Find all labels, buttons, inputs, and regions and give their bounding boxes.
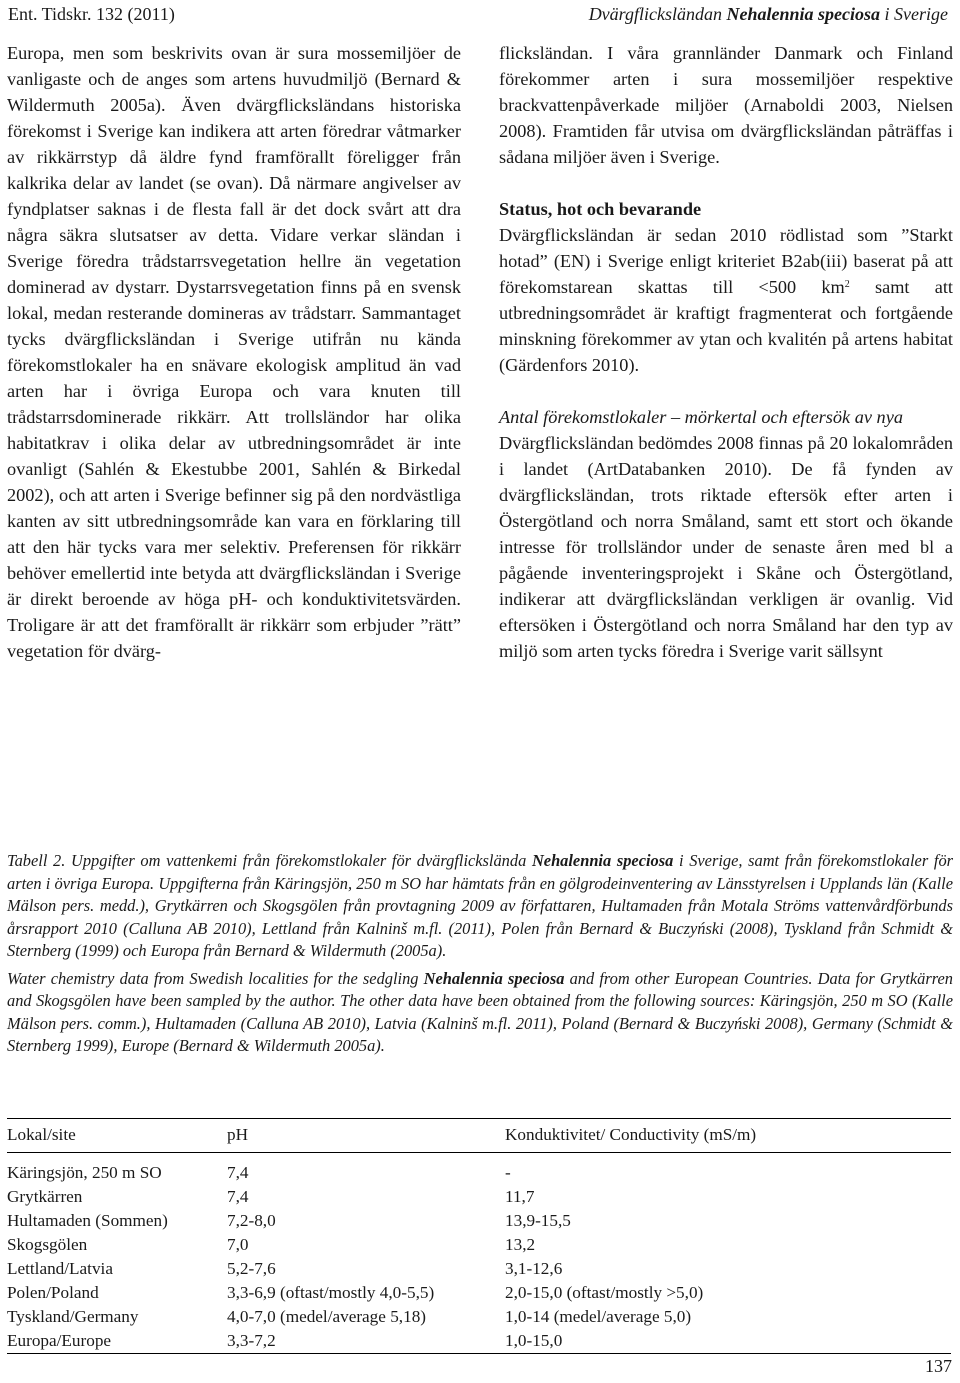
cell-ph: 4,0-7,0 (medel/average 5,18) (227, 1307, 427, 1326)
table-row (7, 1329, 951, 1354)
cell-site: Skogsgölen (7, 1235, 88, 1254)
table-header-row (7, 1119, 951, 1153)
caption-en-species: Nehalennia speciosa (423, 968, 565, 988)
header-species-name: Nehalennia speciosa (726, 4, 881, 24)
cell-conductivity: 11,7 (505, 1187, 535, 1206)
cell-ph: 5,2-7,6 (227, 1259, 276, 1278)
header-title-prefix: Dvärgflicksländan (588, 4, 727, 24)
cell-conductivity: 2,0-15,0 (oftast/mostly >5,0) (505, 1283, 704, 1302)
subheading-localities: Antal förekomstlokaler – mörkertal och eftersök av nya (499, 407, 903, 427)
section-heading-status: Status, hot och bevarande (499, 199, 702, 219)
cell-ph: 7,4 (227, 1187, 249, 1206)
column-header-conductivity: Konduktivitet/ Conductivity (mS/m) (505, 1119, 951, 1153)
table-row (7, 1153, 951, 1186)
status-text-before-unit: Dvärgflicksländan är sedan 2010 rödlistad som ”Starkt hotad” (EN) i Sverige enligt kriteriet B2ab(iii) baserat på att förekomstarean skattas till <500 km (499, 225, 953, 297)
unit-superscript: 2 (844, 279, 850, 290)
status-paragraph (499, 222, 953, 378)
table-row (7, 1305, 951, 1329)
table-row (7, 1233, 951, 1257)
water-chemistry-table (7, 1118, 951, 1354)
left-column-paragraph: Europa, men som beskrivits ovan är sura mossemiljöer de vanligaste och de anges som artens huvudmiljö (Bernard & Wildermuth 2005a). Även dvärgflicksländans historiska förekomst i Sverige kan indikera att arten föredrar våtmarker av rikkärrstyp då äldre fynd framförallt föreligger från kalkrika delar av landet (se ovan). Då närmare angivelser av fyndplatser saknas i de flesta fall är det dock svårt att dra några säkra slutsatser av detta. Vidare verkar sländan i Sverige föredra trådstarrsvegetation hellre än vegetation dominerad av dystarr. Dystarrsvegetation finns på en svensk lokal, medan resterande domineras av trådstarr. Sammantaget tycks dvärgflicksländan i Sverige utifrån nu kända förekomstlokaler ha en snävare ekologisk amplitud än vad arten har i övriga Europa och vara knuten till trådstarrsdominerade rikkärr. Att trollsländor har olika habitatkrav i olika delar av utbredningsområdet är inte ovanligt (Sahlén & Ekestubbe 2001, Sahlén & Birkedal 2002), och att arten i Sverige befinner sig på den nordvästliga kanten av sitt utbredningsområde kan vara en förklaring till att den här tycks vara mer selektiv. Preferensen för rikkärr behöver emellertid inte betyda att dvärgflicksländan i Sverige är direkt beroende av höga pH- och konduktivitetsvärden. Troligare är att det framförallt är rikkärr som erbjuder ”rätt” vegetation för dvärg- (7, 43, 461, 661)
cell-conductivity: 1,0-15,0 (505, 1329, 951, 1354)
cell-conductivity: 13,9-15,5 (505, 1211, 571, 1230)
cell-ph: 7,0 (227, 1235, 249, 1254)
right-column-paragraph-3: Dvärgflicksländan bedömdes 2008 finnas på 20 lokalområden i landet (ArtDatabanken 2010). De få fynden av dvärgflicksländan, trots riktade eftersök efter arten i Östergötland och norra Småland, samt ett stort och ökande intresse för trollsländor under de senaste åren med bl a pågående inventeringsprojekt i Skåne och Östergötland, indikerar att dvärgflicksländan verkligen är ovanlig. Vid eftersöken i Östergötland och norra Småland har den typ av miljö som arten tycks föredra i Sverige varit sällsynt (499, 433, 953, 661)
running-header-right (589, 3, 948, 25)
column-header-ph: pH (227, 1119, 505, 1153)
cell-ph: 3,3-6,9 (oftast/mostly 4,0-5,5) (227, 1283, 435, 1302)
cell-ph: 7,2-8,0 (227, 1211, 276, 1230)
column-header-site: Lokal/site (7, 1119, 227, 1153)
cell-ph: 7,4 (227, 1163, 249, 1182)
cell-ph: 3,3-7,2 (227, 1329, 505, 1354)
cell-conductivity: 3,1-12,6 (505, 1259, 563, 1278)
status-text-after-unit: samt att utbredningsområdet är kraftigt fragmenterat och fortgående minskning förekommer av ytan och kvalitén på artens habitat (Gärdenfors 2010). (499, 277, 953, 375)
caption-english (7, 968, 953, 1058)
cell-site: Europa/Europe (7, 1329, 227, 1354)
cell-site: Käringsjön, 250 m SO (7, 1163, 162, 1182)
caption-en-text-2: and from other European Countries. Data for Grytkärren and Skogsgölen have been sampled by the author. The other data have been obtained from the following sources: Käringsjön, 250 m SO (Kalle Mälson pers. comm.), Hultamaden (Calluna AB 2010), Latvia (Kalninš m.fl. 2011), Poland (Bernard & Buczyński 2008), Germany (Schmidt & Sternberg 1999), Europe (Bernard & Wildermuth 2005a). (7, 968, 953, 1055)
cell-site: Grytkärren (7, 1187, 83, 1206)
header-title-suffix: i Sverige (880, 4, 948, 24)
table-row (7, 1281, 951, 1305)
cell-conductivity: - (505, 1163, 511, 1182)
caption-swedish (7, 850, 953, 963)
page-number: 137 (925, 1356, 952, 1376)
cell-site: Tyskland/Germany (7, 1307, 139, 1326)
cell-conductivity: 13,2 (505, 1235, 536, 1254)
left-column (7, 40, 461, 664)
caption-sv-text-1: Tabell 2. Uppgifter om vattenkemi från förekomstlokaler för dvärgflickslända (7, 851, 532, 870)
caption-sv-text-2: i Sverige, samt från förekomstlokaler för arten i övriga Europa. Uppgifterna från Käringsjön, 250 m SO har hämtats från en gölgrodeinventering av Länsstyrelsen i Upplands län (Kalle Mälson pers. medd.), Grytkärren och Skogsgölen från provtagning 2009 av författaren, Hultamaden från Motala Ströms vattenvårdförbunds årsrapport 2010 (Calluna AB 2010), Lettland från Kalninš m.fl. (2011), Polen från Bernard & Buczyński (2008), Tyskland från Schmidt & Sternberg (1999) och Europa från Bernard & Wildermuth (2005a). (7, 851, 954, 960)
running-header-left: Ent. Tidskr. 132 (2011) (8, 4, 175, 24)
cell-site: Lettland/Latvia (7, 1259, 113, 1278)
table-row (7, 1209, 951, 1233)
cell-site: Polen/Poland (7, 1283, 99, 1302)
cell-site: Hultamaden (Sommen) (7, 1211, 168, 1230)
table-row (7, 1185, 951, 1209)
caption-en-text-1: Water chemistry data from Swedish localities for the sedgling (7, 968, 424, 988)
right-column (499, 40, 953, 664)
table-caption (7, 850, 953, 1058)
right-column-paragraph-1: flicksländan. I våra grannländer Danmark och Finland förekommer arten i sura mossemiljöer respektive brackvattenpåverkade miljöer (Arnaboldi 2003, Nielsen 2008). Framtiden får utvisa om dvärgflicksländan påträffas i sådana miljöer även i Sverige. (499, 43, 953, 167)
table-row (7, 1257, 951, 1281)
cell-conductivity: 1,0-14 (medel/average 5,0) (505, 1307, 692, 1326)
caption-sv-species: Nehalennia speciosa (531, 851, 674, 870)
